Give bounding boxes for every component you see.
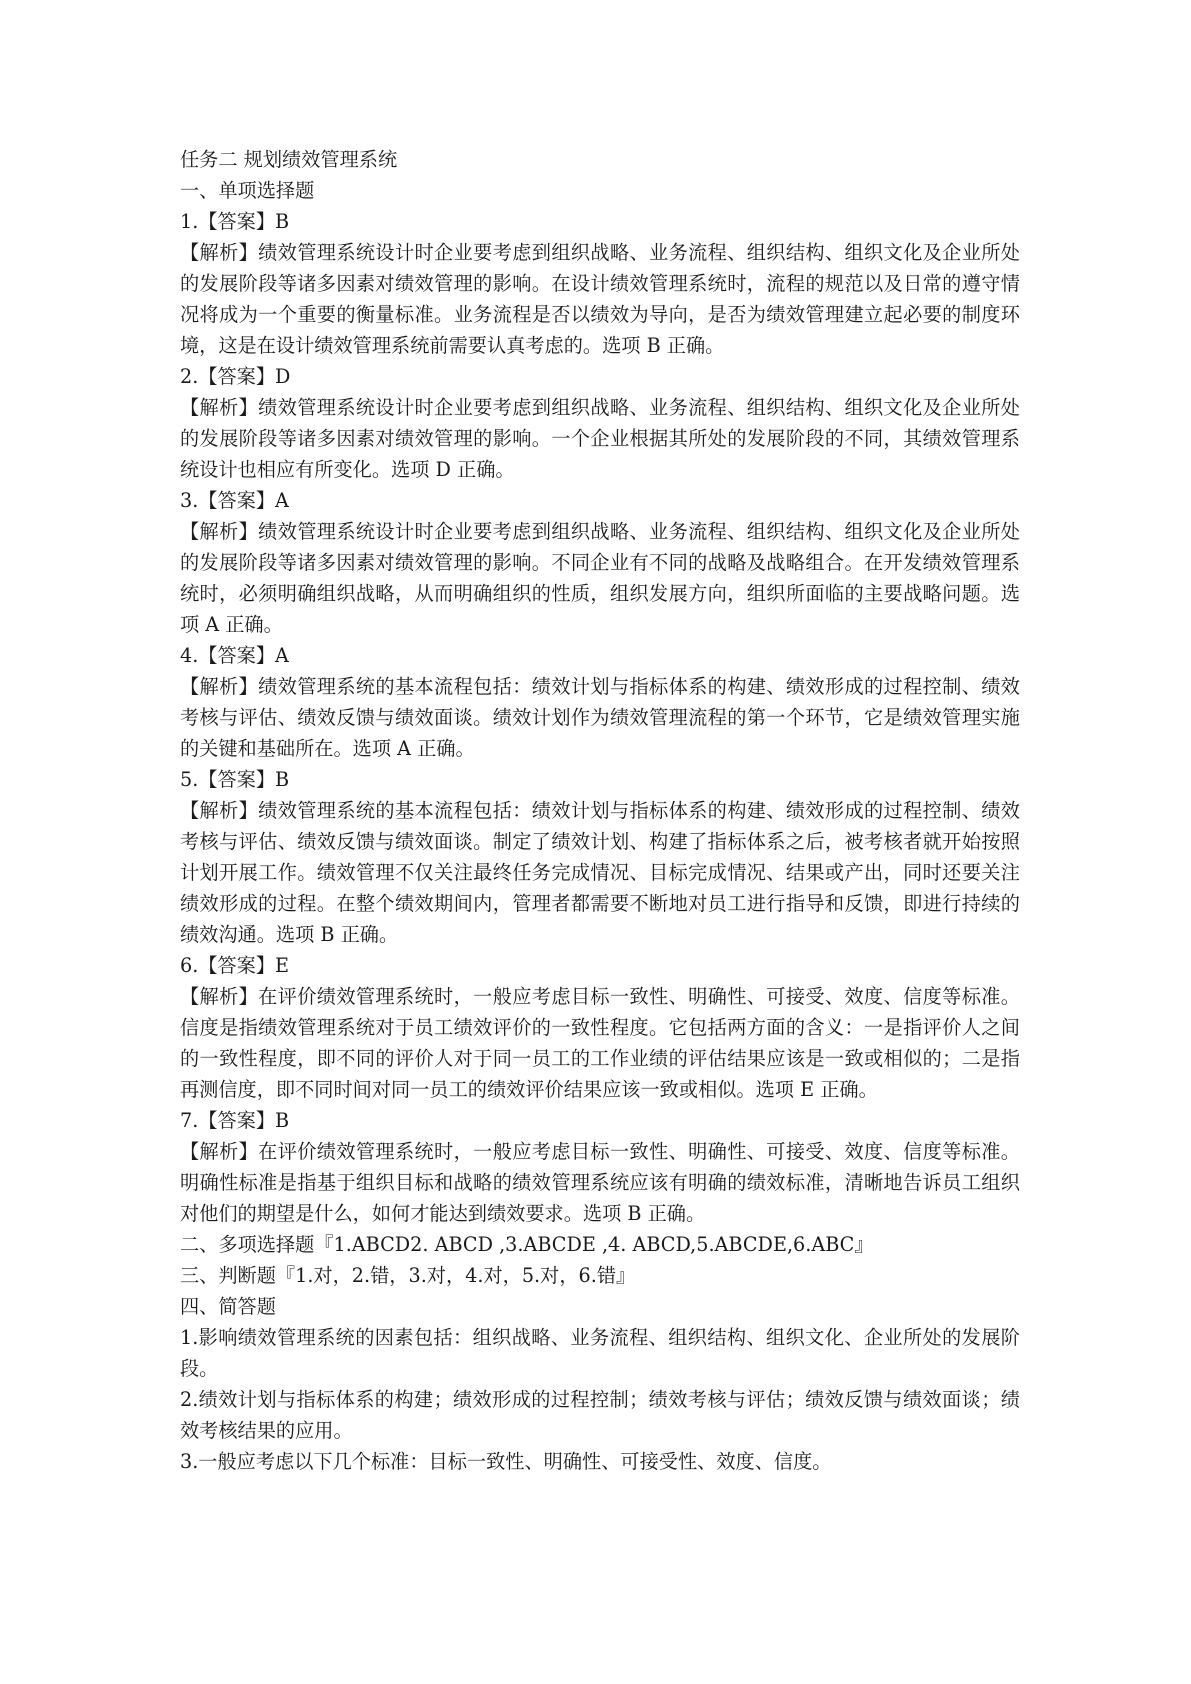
analysis-paragraph: 【解析】绩效管理系统设计时企业要考虑到组织战略、业务流程、组织结构、组织文化及企业所处的发展阶段等诸多因素对绩效管理的影响。不同企业有不同的战略及战略组合。在开发绩效管理系统时，必须明确组织战略，从而明确组织的性质，组织发展方向，组织所面临的主要战略问题。选项 A 正确。 (180, 520, 1020, 636)
short-answer-paragraph: 2.绩效计划与指标体系的构建；绩效形成的过程控制；绩效考核与评估；绩效反馈与绩效面谈；绩效考核结果的应用。 (180, 1388, 1020, 1442)
section-multiple-choice-answers: 二、多项选择题『1.ABCD2. ABCD ,3.ABCDE ,4. ABCD,5.ABCDE,6.ABC』 (180, 1233, 874, 1256)
answer-line: 1.【答案】B (180, 210, 290, 233)
answer-line: 4.【答案】A (180, 644, 289, 667)
answer-line: 5.【答案】B (180, 768, 290, 791)
short-answer-paragraph: 3.一般应考虑以下几个标准：目标一致性、明确性、可接受性、效度、信度。 (180, 1450, 832, 1473)
short-answer-paragraph: 1.影响绩效管理系统的因素包括：组织战略、业务流程、组织结构、组织文化、企业所处的发展阶段。 (180, 1326, 1020, 1380)
answer-line: 2.【答案】D (180, 365, 291, 388)
answer-line: 3.【答案】A (180, 489, 289, 512)
analysis-paragraph: 【解析】在评价绩效管理系统时，一般应考虑目标一致性、明确性、可接受、效度、信度等标准。信度是指绩效管理系统对于员工绩效评价的一致性程度。它包括两方面的含义：一是指评价人之间的一致性程度，即不同的评价人对于同一员工的工作业绩的评估结果应该是一致或相似的；二是指再测信度，即不同时间对同一员工的绩效评价结果应该一致或相似。选项 E 正确。 (180, 985, 1020, 1101)
answer-line: 7.【答案】B (180, 1109, 290, 1132)
analysis-paragraph: 【解析】在评价绩效管理系统时，一般应考虑目标一致性、明确性、可接受、效度、信度等标准。明确性标准是指基于组织目标和战略的绩效管理系统应该有明确的绩效标准，清晰地告诉员工组织对他们的期望是什么，如何才能达到绩效要求。选项 B 正确。 (180, 1140, 1020, 1225)
document-title: 任务二 规划绩效管理系统 (180, 148, 398, 171)
section-heading-short-answer: 四、简答题 (180, 1295, 276, 1318)
document-body (180, 144, 1020, 1477)
analysis-paragraph: 【解析】绩效管理系统设计时企业要考虑到组织战略、业务流程、组织结构、组织文化及企业所处的发展阶段等诸多因素对绩效管理的影响。一个企业根据其所处的发展阶段的不同，其绩效管理系统设计也相应有所变化。选项 D 正确。 (180, 396, 1020, 481)
analysis-paragraph: 【解析】绩效管理系统设计时企业要考虑到组织战略、业务流程、组织结构、组织文化及企业所处的发展阶段等诸多因素对绩效管理的影响。在设计绩效管理系统时，流程的规范以及日常的遵守情况将成为一个重要的衡量标准。业务流程是否以绩效为导向，是否为绩效管理建立起必要的制度环境，这是在设计绩效管理系统前需要认真考虑的。选项 B 正确。 (180, 241, 1020, 357)
section-heading-single-choice: 一、单项选择题 (180, 179, 315, 202)
section-true-false-answers: 三、判断题『1.对，2.错，3.对，4.对，5.对，6.错』 (180, 1264, 636, 1287)
analysis-paragraph: 【解析】绩效管理系统的基本流程包括：绩效计划与指标体系的构建、绩效形成的过程控制、绩效考核与评估、绩效反馈与绩效面谈。制定了绩效计划、构建了指标体系之后，被考核者就开始按照计划开展工作。绩效管理不仅关注最终任务完成情况、目标完成情况、结果或产出，同时还要关注绩效形成的过程。在整个绩效期间内，管理者都需要不断地对员工进行指导和反馈，即进行持续的绩效沟通。选项 B 正确。 (180, 799, 1020, 946)
analysis-paragraph: 【解析】绩效管理系统的基本流程包括：绩效计划与指标体系的构建、绩效形成的过程控制、绩效考核与评估、绩效反馈与绩效面谈。绩效计划作为绩效管理流程的第一个环节，它是绩效管理实施的关键和基础所在。选项 A 正确。 (180, 675, 1020, 760)
answer-line: 6.【答案】E (180, 954, 290, 977)
